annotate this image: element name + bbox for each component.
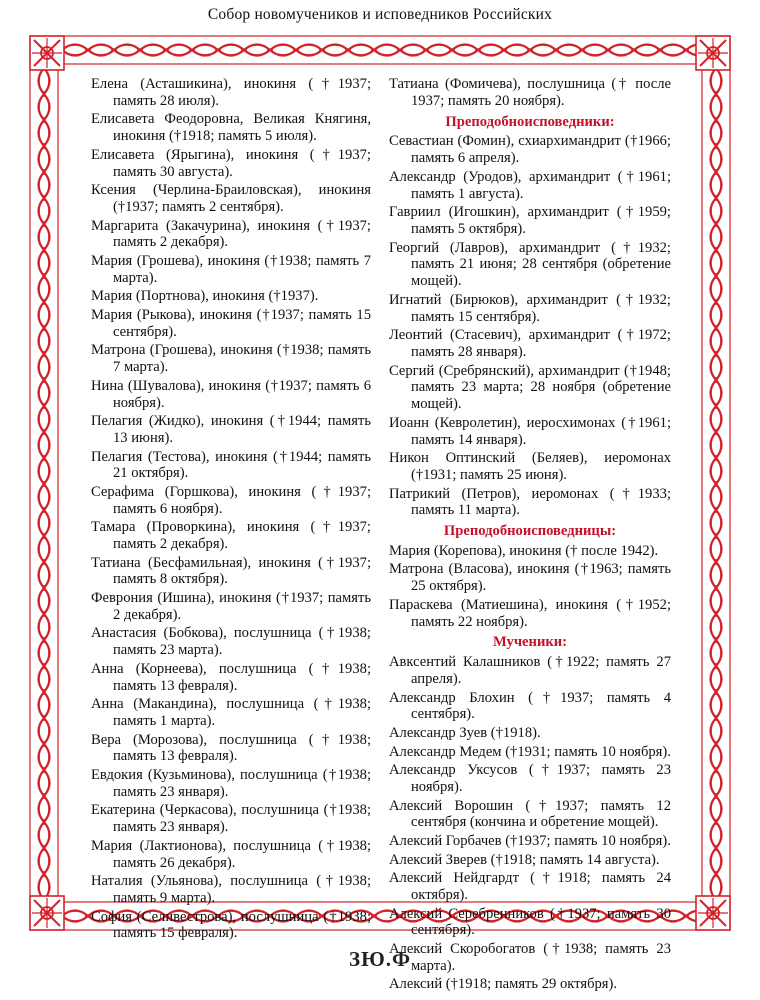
list-item: Сергий (Сребрянский), архимандрит (†1948; память 23 марта; 28 ноября (обретение мощей). <box>389 362 671 413</box>
list-item: Александр Медем (†1931; память 10 ноября). <box>389 743 671 760</box>
list-item: Евдокия (Кузьминова), послушница (†1938; память 23 января). <box>91 767 371 800</box>
section-heading: Преподобноисповедники: <box>445 113 615 130</box>
list-item: Мария (Грошева), инокиня (†1938; память 7 марта). <box>91 252 371 286</box>
list-item: Александр Зуев (†1918). <box>389 725 541 742</box>
list-item: Анна (Корнеева), послушница (†1938; память 13 февраля). <box>91 660 371 694</box>
list-item: Пелагия (Жидко), инокиня (†1944; память 13 июня). <box>91 413 371 446</box>
list-item: Матрона (Грошева), инокиня (†1938; память 7 марта). <box>91 342 371 376</box>
list-item: Наталия (Ульянова), послушница (†1938; память 9 марта). <box>91 873 371 906</box>
list-item: Нина (Шувалова), инокиня (†1937; память 6 ноября). <box>91 377 371 411</box>
section-heading: Преподобноисповедницы: <box>443 523 617 540</box>
right-column <box>389 76 671 995</box>
list-item: Мария (Корепова), инокиня († после 1942). <box>389 542 659 559</box>
list-item: Елена (Асташикина), инокиня (†1937; память 28 июля). <box>91 76 371 109</box>
list-item: Авксентий Калашников (†1922; память 27 апреля). <box>389 654 671 688</box>
section-heading: Мученики: <box>492 634 568 651</box>
list-item: Гавриил (Игошкин), архимандрит (†1959; память 5 октября). <box>389 204 671 237</box>
list-item: Матрона (Власова), инокиня (†1963; память 25 октября). <box>389 561 671 595</box>
list-item: Параскева (Матиешина), инокиня (†1952; память 22 ноября). <box>389 596 671 630</box>
page-number: ЗЮ.Ф <box>348 947 412 971</box>
left-column <box>91 76 371 944</box>
list-item: Алексий Серебренников (†1937; память 30 сентября). <box>389 905 671 939</box>
list-item: Татиана (Фомичева), послушница († после 1937; память 20 ноября). <box>389 76 671 109</box>
list-item: Татиана (Бесфамильная), инокиня (†1937; память 8 октября). <box>91 554 371 588</box>
list-item: Феврония (Ишина), инокиня (†1937; память 2 декабря). <box>91 590 371 623</box>
list-item: Анна (Макандина), послушница (†1938; память 1 марта). <box>91 696 371 730</box>
list-item: Мария (Лактионова), послушница (†1938; память 26 декабря). <box>91 837 371 871</box>
list-item: Елисавета (Ярыгина), инокиня (†1937; память 30 августа). <box>91 146 371 180</box>
list-item: Серафима (Горшкова), инокиня (†1937; память 6 ноября). <box>91 483 371 517</box>
list-item: Маргарита (Закачурина), инокиня (†1937; память 2 декабря). <box>91 217 371 251</box>
list-item: Алексий Горбачев (†1937; память 10 ноября). <box>389 833 671 850</box>
list-item: Тамара (Проворкина), инокиня (†1937; память 2 декабря). <box>91 519 371 553</box>
running-header: Собор новомучеников и исповедников Российских <box>207 6 553 23</box>
list-item: Вера (Морозова), послушница (†1938; память 13 февраля). <box>91 731 371 765</box>
list-item: Патрикий (Петров), иеромонах (†1933; память 11 марта). <box>389 485 671 519</box>
list-item: София (Селивестрова), послушница (†1938; память 15 февраля). <box>91 908 371 942</box>
list-item: Мария (Портнова), инокиня (†1937). <box>91 288 319 305</box>
list-item: Севастиан (Фомин), схиархимандрит (†1966; память 6 апреля). <box>389 133 671 167</box>
list-item: Александр (Уродов), архимандрит (†1961; память 1 августа). <box>389 168 671 202</box>
list-item: Александр Уксусов (†1937; память 23 ноября). <box>389 762 671 796</box>
list-item: Алексий (†1918; память 29 октября). <box>389 976 618 993</box>
list-item: Ксения (Черлина-Браиловская), инокиня (†1937; память 2 сентября). <box>91 182 371 215</box>
list-item: Пелагия (Тестова), инокиня (†1944; память 21 октября). <box>91 448 371 482</box>
list-item: Игнатий (Бирюков), архимандрит (†1932; память 15 сентября). <box>389 291 671 325</box>
list-item: Алексий Нейдгардт (†1918; память 24 октября). <box>389 870 671 903</box>
list-item: Георгий (Лавров), архимандрит (†1932; память 21 июня; 28 сентября (обретение мощей). <box>389 239 671 290</box>
list-item: Никон Оптинский (Беляев), иеромонах (†1931; память 25 июня). <box>389 450 671 483</box>
list-item: Леонтий (Стасевич), архимандрит (†1972; память 28 января). <box>389 327 671 360</box>
list-item: Анастасия (Бобкова), послушница (†1938; память 23 марта). <box>91 625 371 659</box>
list-item: Алексий Скоробогатов (†1938; память 23 марта). <box>389 940 671 974</box>
list-item: Елисавета Феодоровна, Великая Княгиня, инокиня (†1918; память 5 июля). <box>91 111 371 145</box>
list-item: Алексий Ворошин (†1937; память 12 сентября (кончина и обретение мощей). <box>389 797 671 831</box>
list-item: Мария (Рыкова), инокиня (†1937; память 15 сентября). <box>91 306 371 340</box>
list-item: Иоанн (Кевролетин), иеросхимонах (†1961; память 14 января). <box>389 414 671 448</box>
list-item: Алексий Зверев (†1918; память 14 августа). <box>389 851 660 868</box>
list-item: Екатерина (Черкасова), послушница (†1938; память 23 января). <box>91 802 371 836</box>
list-item: Александр Блохин (†1937; память 4 сентября). <box>389 689 671 723</box>
